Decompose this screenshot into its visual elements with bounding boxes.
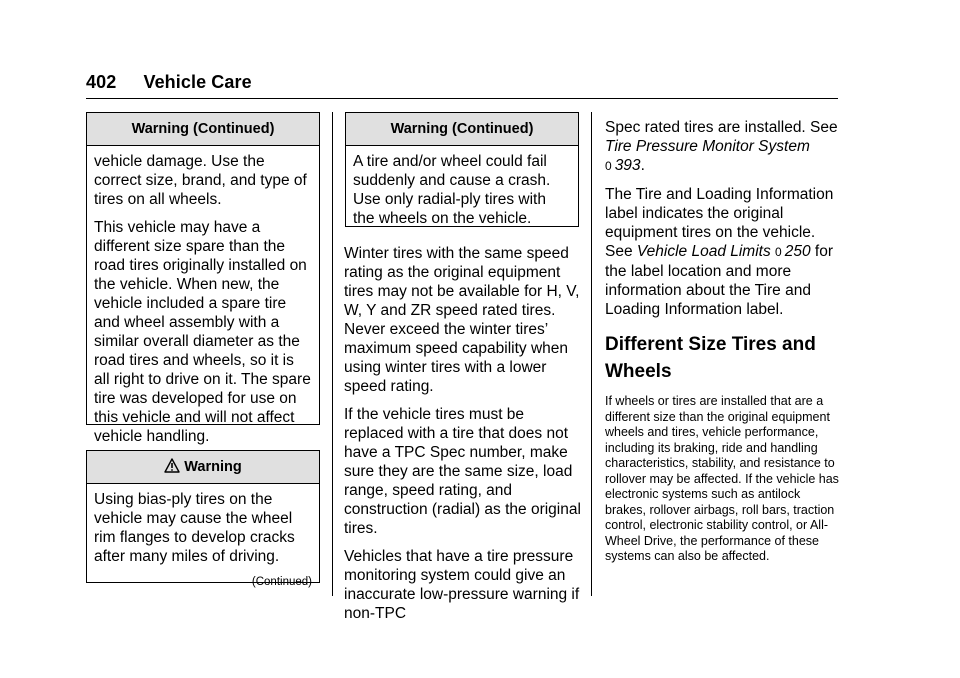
warning-text: vehicle damage. Use the correct size, brand, and type of tires on all wheels. (94, 153, 307, 208)
warning-text: Using bias-ply tires on the vehicle may cause the wheel rim flanges to develop cracks after many miles of driving. (94, 491, 295, 565)
page-ref-arrow-icon: 0 (605, 159, 612, 173)
page-ref-number[interactable]: 393 (614, 157, 641, 174)
cross-reference-link[interactable]: Tire Pressure Monitor System (605, 138, 810, 155)
warning-text: A tire and/or wheel could fail suddenly and cause a crash. Use only radial-ply tires with the wheels on the vehicle. (353, 153, 551, 227)
body-paragraph: The Tire and Loading Information label indicates the original equipment tires on the vehicle. See Vehicle Load Limits 0 250 for the label location and more information about the Tire and Loading Information label. (605, 186, 834, 318)
small-body-paragraph: If wheels or tires are installed that are a different size than the original equipment wheels and tires, vehicle performance, including its braking, ride and handling characteristics, stability, and resistance to rollover may be affected. If the vehicle has electronic systems such as antilock brakes, rollover airbags, roll bars, traction control, electronic stability control, or All-Wheel Drive, the performance of these systems can also be affected. (605, 394, 839, 563)
column-divider-right (591, 112, 592, 596)
warning-box-title: Warning (Continued) (87, 113, 319, 146)
body-paragraph: If the vehicle tires must be replaced with a tire that does not have a TPC Spec number, make sure they are the same size, load range, speed rating, and construction (radial) as the original tires. (344, 406, 581, 537)
column-divider-left (332, 112, 333, 596)
warning-box-title: Warning (Continued) (346, 113, 578, 146)
warning-box-left (86, 450, 320, 588)
section-title: Vehicle Care (143, 72, 252, 92)
page-number: 402 (86, 72, 117, 92)
warning-box-continued-left (86, 112, 320, 445)
body-paragraph: Spec rated tires are installed. See Tire Pressure Monitor System 0 393. (605, 119, 838, 174)
section-heading: Different Size Tires and Wheels (605, 334, 816, 382)
page-ref-arrow-icon: 0 (775, 245, 782, 259)
warning-text: This vehicle may have a different size spare than the road tires originally installed on the vehicle. When new, the vehicle included a spare tire and wheel assembly with a similar overall diameter as the road tires and wheels, so it is all right to drive on it. The spare tire was developed for use on this vehicle and will not affect vehicle handling. (94, 219, 311, 445)
header-rule (86, 98, 838, 99)
cross-reference-link[interactable]: Vehicle Load Limits (636, 243, 771, 260)
page-header (86, 72, 252, 93)
warning-box-body (346, 146, 578, 237)
body-paragraph: Vehicles that have a tire pressure monitoring system could give an inaccurate low-pressure warning if non-TPC (344, 548, 580, 622)
warning-box-body (87, 146, 319, 455)
continued-note: (Continued) (251, 576, 312, 588)
page-ref-number[interactable]: 250 (784, 243, 811, 260)
warning-box-title: Warning (87, 451, 319, 484)
right-text-column (605, 118, 841, 574)
warning-triangle-icon (164, 453, 180, 485)
warning-box-continued-middle (345, 112, 579, 227)
warning-box-body (87, 484, 319, 596)
body-paragraph: Winter tires with the same speed rating as the original equipment tires may not be available for H, V, W, Y and ZR speed rated tires. Never exceed the winter tires’ maximum speed capability when using winter tires with a lower speed rating. (344, 245, 580, 395)
middle-text-column (344, 244, 584, 632)
